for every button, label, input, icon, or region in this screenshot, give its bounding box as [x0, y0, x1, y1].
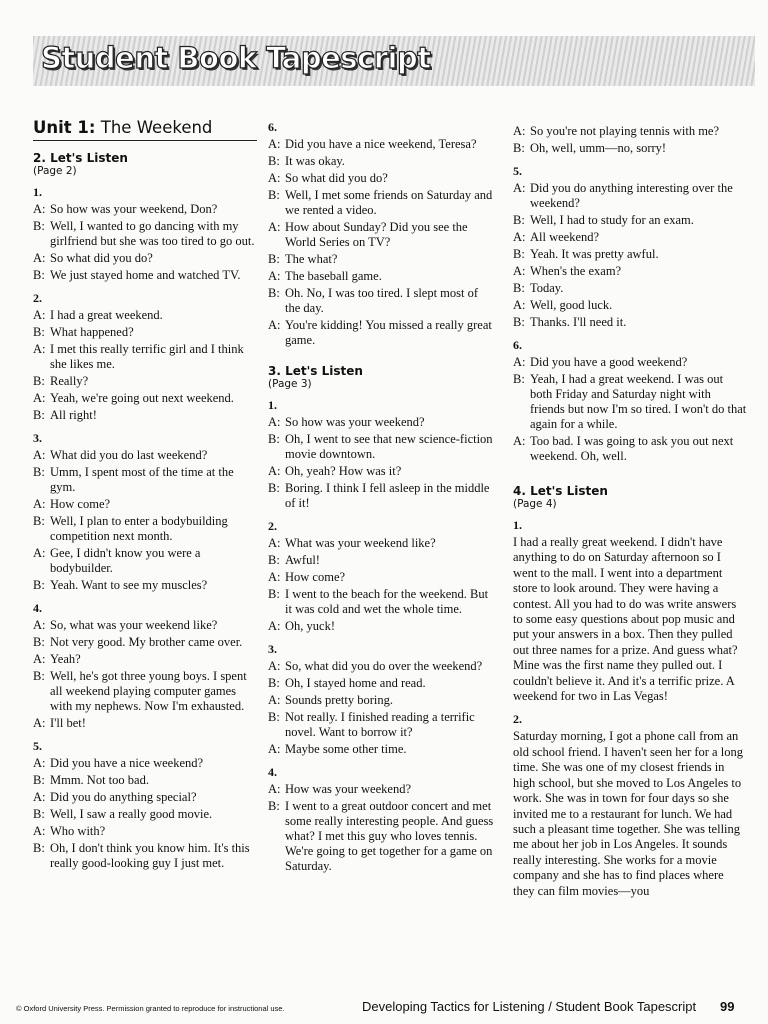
speaker-label: B:: [513, 281, 525, 295]
dialogue-item: [268, 765, 496, 874]
dialogue-line: [513, 355, 747, 370]
dialogue-text: Oh, yuck!: [285, 619, 335, 633]
dialogue-line: [33, 824, 259, 839]
speaker-label: A:: [268, 464, 281, 478]
dialogue-text: So what did you do?: [50, 251, 153, 265]
speaker-label: A:: [268, 171, 281, 185]
speaker-label: B:: [33, 669, 45, 683]
dialogue-text: So, what did you do over the weekend?: [285, 659, 483, 673]
speaker-label: B:: [268, 710, 280, 724]
speaker-label: B:: [33, 578, 45, 592]
dialogue-text: Who with?: [50, 824, 106, 838]
dialogue-line: [33, 756, 259, 771]
dialogue-text: How come?: [50, 497, 111, 511]
dialogue-line: [33, 546, 259, 576]
dialogue-item: [33, 291, 259, 423]
dialogue-line: [268, 432, 496, 462]
dialogue-item: [513, 164, 747, 330]
speaker-label: A:: [33, 716, 46, 730]
dialogue-line: [33, 807, 259, 822]
dialogue-number: 5.: [33, 739, 42, 753]
dialogue-line: [513, 247, 747, 262]
dialogue-line: [268, 269, 496, 284]
dialogue-number: 5.: [513, 164, 522, 178]
dialogue-line: [268, 137, 496, 152]
speaker-label: A:: [33, 251, 46, 265]
dialogue-line: [513, 141, 747, 156]
dialogue-line: [33, 219, 259, 249]
speaker-label: B:: [513, 315, 525, 329]
dialogue-line: [268, 659, 496, 674]
speaker-label: A:: [33, 652, 46, 666]
dialogue-text: Yeah?: [50, 652, 81, 666]
speaker-label: A:: [268, 269, 281, 283]
monologue-text: I had a really great weekend. I didn't have anything to do on Saturday afternoon so I went to the mall. I went into a department store to look around. They were having a contest. All you had to do was write answers to some easy questions about pop music and put your answers in a box. Then they pulled out three names for a prize. And guess what? Mine was the first name they pulled out. I couldn't believe it. And it's a terrific prize. A weekend for two in Las Vegas!: [513, 535, 738, 704]
dialogue-text: Well, I met some friends on Saturday and we rented a video.: [285, 188, 493, 217]
dialogue-list: [513, 124, 747, 464]
dialogue-line: [513, 315, 747, 330]
speaker-label: A:: [33, 546, 46, 560]
speaker-label: B:: [33, 807, 45, 821]
unit-title: [33, 118, 257, 141]
page-number: 99: [720, 999, 735, 1014]
dialogue-text: Awful!: [285, 553, 320, 567]
dialogue-text: I'll bet!: [50, 716, 86, 730]
dialogue-line: [33, 251, 259, 266]
footer-title: Developing Tactics for Listening / Student Book Tapescript: [362, 999, 697, 1014]
dialogue-text: Oh, yeah? How was it?: [285, 464, 402, 478]
dialogue-line: [513, 298, 747, 313]
column-2: [268, 120, 496, 882]
speaker-label: A:: [513, 181, 526, 195]
dialogue-text: Well, good luck.: [530, 298, 613, 312]
speaker-label: A:: [268, 782, 281, 796]
dialogue-line: [33, 841, 259, 871]
dialogue-text: So how was your weekend, Don?: [50, 202, 218, 216]
dialogue-text: Gee, I didn't know you were a bodybuilder.: [50, 546, 201, 575]
dialogue-text: What was your weekend like?: [285, 536, 436, 550]
monologue-text: Saturday morning, I got a phone call from an old school friend. I haven't seen her for a long time. She was one of my closest friends in high school, but she moved to Los Angeles to work. She was in town for four days so she invited me to a restaurant for lunch. We had such a pleasant time together. She was telling me about her job in Los Angeles. It sounds really interesting. She works for a movie company and she has to find places where they can film movies—you: [513, 729, 743, 898]
dialogue-text: Sounds pretty boring.: [285, 693, 393, 707]
speaker-label: B:: [268, 676, 280, 690]
dialogue-line: [268, 188, 496, 218]
dialogue-line: [268, 742, 496, 757]
dialogue-number: 4.: [268, 765, 277, 779]
dialogue-line: [33, 716, 259, 731]
dialogue-text: Mmm. Not too bad.: [50, 773, 149, 787]
dialogue-text: Oh, I stayed home and read.: [285, 676, 426, 690]
speaker-label: A:: [513, 434, 526, 448]
dialogue-line: [268, 693, 496, 708]
speaker-label: B:: [33, 325, 45, 339]
dialogue-number: 2.: [33, 291, 42, 305]
speaker-label: A:: [268, 220, 281, 234]
dialogue-number: 3.: [268, 642, 277, 656]
speaker-label: A:: [513, 230, 526, 244]
dialogue-line: [268, 553, 496, 568]
speaker-label: B:: [513, 213, 525, 227]
speaker-label: B:: [513, 372, 525, 386]
dialogue-line: [268, 676, 496, 691]
banner-title: Student Book Tapescript: [41, 41, 431, 75]
dialogue-item: [268, 642, 496, 757]
dialogue-number: 6.: [268, 120, 277, 134]
dialogue-text: So you're not playing tennis with me?: [530, 124, 720, 138]
dialogue-line: [268, 464, 496, 479]
dialogue-line: [33, 514, 259, 544]
speaker-label: B:: [33, 374, 45, 388]
dialogue-item: [268, 398, 496, 511]
dialogue-item: [268, 120, 496, 348]
unit-number: Unit 1:: [33, 118, 96, 137]
dialogue-line: [33, 790, 259, 805]
dialogue-line: [33, 342, 259, 372]
dialogue-text: Not really. I finished reading a terrific novel. Want to borrow it?: [285, 710, 475, 739]
speaker-label: A:: [513, 298, 526, 312]
speaker-label: A:: [33, 308, 46, 322]
dialogue-item: [33, 601, 259, 731]
dialogue-text: Yeah, I had a great weekend. I was out both Friday and Saturday night with friends but now I'm so tired. I won't do that again for a while.: [530, 372, 747, 431]
dialogue-text: It was okay.: [285, 154, 345, 168]
dialogue-item: [513, 338, 747, 464]
dialogue-text: I met this really terrific girl and I think she likes me.: [50, 342, 244, 371]
dialogue-list: [268, 120, 496, 348]
dialogue-text: Well, he's got three young boys. I spent all weekend playing computer games with my nephews. Now I'm exhausted.: [50, 669, 247, 713]
speaker-label: A:: [33, 202, 46, 216]
dialogue-text: I went to a great outdoor concert and met some really interesting people. And guess what? I met this guy who loves tennis. We're going to get together for a game on Saturday.: [285, 799, 494, 873]
dialogue-text: I went to the beach for the weekend. But it was cold and wet the whole time.: [285, 587, 489, 616]
section-page-ref: (Page 2): [33, 165, 77, 177]
speaker-label: B:: [33, 841, 45, 855]
dialogue-text: What happened?: [50, 325, 134, 339]
dialogue-text: How about Sunday? Did you see the World Series on TV?: [285, 220, 468, 249]
dialogue-list: [268, 398, 496, 874]
dialogue-line: [268, 286, 496, 316]
speaker-label: B:: [268, 188, 280, 202]
dialogue-text: Oh, well, umm—no, sorry!: [530, 141, 667, 155]
speaker-label: A:: [268, 137, 281, 151]
dialogue-text: All weekend?: [530, 230, 600, 244]
dialogue-number: 3.: [33, 431, 42, 445]
dialogue-line: [268, 252, 496, 267]
dialogue-text: Well, I plan to enter a bodybuilding competition next month.: [50, 514, 228, 543]
dialogue-line: [33, 374, 259, 389]
dialogue-line: [33, 268, 259, 283]
monologue-list: [513, 518, 747, 899]
dialogue-text: Did you have a nice weekend, Teresa?: [285, 137, 477, 151]
dialogue-line: [268, 587, 496, 617]
speaker-label: B:: [268, 481, 280, 495]
dialogue-line: [33, 448, 259, 463]
dialogue-text: The baseball game.: [285, 269, 382, 283]
dialogue-number: 2.: [268, 519, 277, 533]
section-page-ref: (Page 4): [513, 498, 557, 510]
speaker-label: A:: [268, 318, 281, 332]
speaker-label: B:: [268, 286, 280, 300]
dialogue-line: [33, 578, 259, 593]
speaker-label: A:: [268, 536, 281, 550]
dialogue-text: So how was your weekend?: [285, 415, 425, 429]
dialogue-line: [33, 773, 259, 788]
monologue-number: 1.: [513, 518, 522, 532]
speaker-label: B:: [268, 587, 280, 601]
dialogue-line: [268, 481, 496, 511]
dialogue-line: [268, 619, 496, 634]
header-banner: [33, 36, 755, 86]
dialogue-number: 4.: [33, 601, 42, 615]
speaker-label: A:: [33, 342, 46, 356]
dialogue-number: 1.: [268, 398, 277, 412]
dialogue-line: [268, 782, 496, 797]
speaker-label: A:: [513, 355, 526, 369]
speaker-label: A:: [33, 391, 46, 405]
section-title: 4. Let's Listen: [513, 484, 608, 498]
column-1: [33, 118, 259, 879]
speaker-label: A:: [268, 693, 281, 707]
speaker-label: B:: [268, 799, 280, 813]
section-page-ref: (Page 3): [268, 378, 312, 390]
dialogue-text: So, what was your weekend like?: [50, 618, 218, 632]
speaker-label: A:: [268, 570, 281, 584]
dialogue-text: How come?: [285, 570, 346, 584]
dialogue-line: [33, 618, 259, 633]
dialogue-text: When's the exam?: [530, 264, 622, 278]
monologue-item: [513, 518, 747, 704]
dialogue-number: 1.: [33, 185, 42, 199]
dialogue-text: The what?: [285, 252, 338, 266]
dialogue-item: [33, 431, 259, 593]
speaker-label: B:: [268, 432, 280, 446]
dialogue-line: [33, 391, 259, 406]
dialogue-line: [513, 181, 747, 211]
dialogue-text: Umm, I spent most of the time at the gym.: [50, 465, 234, 494]
dialogue-text: Not very good. My brother came over.: [50, 635, 243, 649]
dialogue-line: [513, 124, 747, 139]
speaker-label: B:: [33, 408, 45, 422]
dialogue-item: [33, 185, 259, 283]
dialogue-text: So what did you do?: [285, 171, 388, 185]
dialogue-list: [33, 185, 259, 871]
dialogue-line: [513, 230, 747, 245]
dialogue-text: You're kidding! You missed a really great game.: [285, 318, 492, 347]
dialogue-text: What did you do last weekend?: [50, 448, 208, 462]
dialogue-line: [33, 308, 259, 323]
dialogue-text: Oh, I don't think you know him. It's this really good-looking guy I just met.: [50, 841, 250, 870]
dialogue-item: [268, 519, 496, 634]
dialogue-line: [268, 220, 496, 250]
dialogue-text: Thanks. I'll need it.: [530, 315, 627, 329]
speaker-label: B:: [268, 553, 280, 567]
speaker-label: B:: [33, 219, 45, 233]
speaker-label: A:: [513, 264, 526, 278]
speaker-label: A:: [268, 659, 281, 673]
dialogue-item: [33, 739, 259, 871]
dialogue-line: [268, 415, 496, 430]
speaker-label: B:: [513, 141, 525, 155]
dialogue-text: All right!: [50, 408, 97, 422]
unit-name: The Weekend: [100, 118, 213, 137]
dialogue-line: [33, 635, 259, 650]
dialogue-line: [513, 281, 747, 296]
speaker-label: B:: [33, 514, 45, 528]
dialogue-line: [513, 213, 747, 228]
dialogue-line: [33, 325, 259, 340]
speaker-label: A:: [268, 619, 281, 633]
dialogue-line: [33, 497, 259, 512]
dialogue-line: [268, 570, 496, 585]
dialogue-text: Well, I had to study for an exam.: [530, 213, 694, 227]
dialogue-text: I had a great weekend.: [50, 308, 163, 322]
speaker-label: B:: [33, 635, 45, 649]
dialogue-line: [268, 536, 496, 551]
dialogue-text: Maybe some other time.: [285, 742, 407, 756]
monologue-item: [513, 712, 747, 898]
dialogue-line: [33, 202, 259, 217]
speaker-label: B:: [33, 465, 45, 479]
dialogue-text: Too bad. I was going to ask you out next weekend. Oh, well.: [530, 434, 734, 463]
dialogue-text: Yeah, we're going out next weekend.: [50, 391, 234, 405]
speaker-label: A:: [33, 448, 46, 462]
dialogue-text: Boring. I think I fell asleep in the middle of it!: [285, 481, 490, 510]
dialogue-line: [513, 264, 747, 279]
dialogue-text: Did you have a good weekend?: [530, 355, 688, 369]
dialogue-text: Oh. No, I was too tired. I slept most of the day.: [285, 286, 479, 315]
dialogue-number: 6.: [513, 338, 522, 352]
dialogue-line: [268, 318, 496, 348]
speaker-label: A:: [33, 618, 46, 632]
speaker-label: A:: [33, 756, 46, 770]
speaker-label: B:: [268, 154, 280, 168]
speaker-label: A:: [33, 790, 46, 804]
dialogue-text: Did you do anything interesting over the weekend?: [530, 181, 733, 210]
dialogue-item: [513, 124, 747, 156]
dialogue-text: Yeah. Want to see my muscles?: [50, 578, 208, 592]
dialogue-text: Yeah. It was pretty awful.: [530, 247, 659, 261]
section-title: 3. Let's Listen: [268, 364, 363, 378]
dialogue-line: [33, 652, 259, 667]
dialogue-line: [513, 434, 747, 464]
copyright-notice: © Oxford University Press. Permission granted to reproduce for instructional use.: [16, 1004, 285, 1013]
dialogue-text: Well, I wanted to go dancing with my girlfriend but she was too tired to go out.: [50, 219, 255, 248]
speaker-label: A:: [33, 824, 46, 838]
speaker-label: A:: [268, 742, 281, 756]
dialogue-line: [33, 465, 259, 495]
dialogue-line: [513, 372, 747, 432]
dialogue-text: Well, I saw a really good movie.: [50, 807, 213, 821]
dialogue-line: [268, 799, 496, 874]
speaker-label: A:: [268, 415, 281, 429]
dialogue-line: [33, 669, 259, 714]
speaker-label: B:: [33, 268, 45, 282]
dialogue-line: [33, 408, 259, 423]
dialogue-text: Did you have a nice weekend?: [50, 756, 204, 770]
speaker-label: B:: [33, 773, 45, 787]
speaker-label: B:: [268, 252, 280, 266]
section-title: 2. Let's Listen: [33, 151, 128, 165]
dialogue-line: [268, 171, 496, 186]
dialogue-line: [268, 154, 496, 169]
column-3: [513, 124, 747, 907]
speaker-label: A:: [513, 124, 526, 138]
speaker-label: B:: [513, 247, 525, 261]
dialogue-text: How was your weekend?: [285, 782, 412, 796]
dialogue-text: Did you do anything special?: [50, 790, 197, 804]
dialogue-text: Oh, I went to see that new science-fiction movie downtown.: [285, 432, 493, 461]
monologue-number: 2.: [513, 712, 522, 727]
dialogue-text: We just stayed home and watched TV.: [50, 268, 241, 282]
dialogue-text: Really?: [50, 374, 89, 388]
speaker-label: A:: [33, 497, 46, 511]
dialogue-text: Today.: [530, 281, 564, 295]
dialogue-line: [268, 710, 496, 740]
